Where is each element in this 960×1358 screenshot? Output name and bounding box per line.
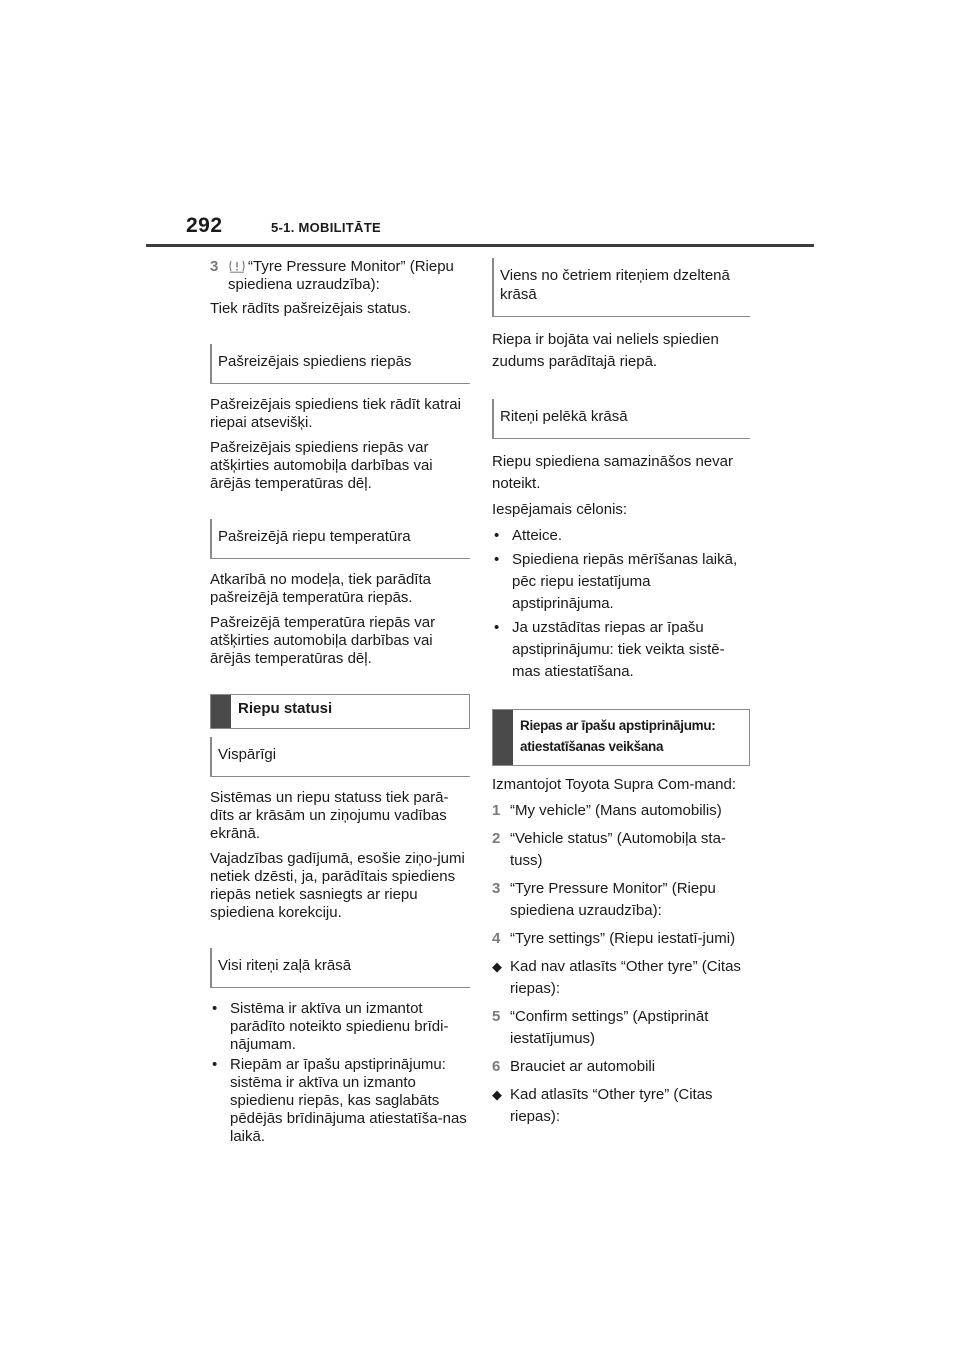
paragraph: Pašreizējais spiediens riepās var atšķirties automobiļa darbības vai ārējās temperatūras dēļ. <box>210 439 433 492</box>
list-item <box>492 617 750 683</box>
paragraph: Iespējamais cēlonis: <box>492 501 628 518</box>
step-text: “Tyre Pressure Monitor” (Riepu spiediena uzraudzība): <box>510 880 716 919</box>
subheading: Visi riteņi zaļā krāsā <box>210 948 470 988</box>
step-text: “Confirm settings” (Apstiprināt iestatījumus) <box>510 1008 709 1047</box>
paragraph: Riepu spiediena samazināšos nevar noteikt. <box>492 453 733 492</box>
paragraph: Pašreizējais spiediens tiek rādīt katrai riepai atsevišķi. <box>210 396 461 431</box>
step-text: “Vehicle status” (Automobiļa sta-tuss) <box>510 830 726 869</box>
step-text: “Tyre settings” (Riepu iestatī-jumi) <box>510 930 736 947</box>
paragraph: Riepa ir bojāta vai neliels spiedien zudums parādītajā riepā. <box>492 331 719 370</box>
bullet-glyph: • <box>494 527 500 544</box>
step-number: 3 <box>210 258 219 275</box>
step-number: 4 <box>492 930 501 947</box>
paragraph: Sistēmas un riepu statuss tiek parā-dīts ar krāsām un ziņojumu vadības ekrānā. <box>210 789 449 842</box>
right-column <box>492 258 750 1134</box>
condition-item <box>492 1084 750 1128</box>
section-heading <box>210 694 470 729</box>
subheading: Pašreizējais spiediens riepās <box>210 344 470 384</box>
step-item <box>492 828 750 872</box>
diamond-bullet-icon: ◆ <box>492 959 502 974</box>
left-column <box>210 258 470 1148</box>
section-bar <box>211 695 231 728</box>
paragraph: Atkarībā no modeļa, tiek parādīta pašreizējā temperatūra riepās. <box>210 571 431 606</box>
subheading: Vispārīgi <box>210 737 470 777</box>
step-number: 6 <box>492 1058 501 1075</box>
list-item-text: Spiediena riepās mērīšanas laikā, pēc riepu iestatījuma apstiprinājuma. <box>512 551 738 612</box>
step-item <box>492 878 750 922</box>
diamond-bullet-icon: ◆ <box>492 1087 502 1102</box>
step-text: “Tyre Pressure Monitor” (Riepu spiediena uzraudzība): <box>228 258 454 293</box>
subheading: Viens no četriem riteņiem dzeltenā krāsā <box>492 258 750 317</box>
tyre-pressure-warning-icon <box>228 259 246 273</box>
header-rule <box>146 244 814 247</box>
section-heading <box>492 709 750 766</box>
list-item-text: Riepām ar īpašu apstiprinājumu: sistēma ir aktīva un izmanto spiedienu riepās, kas saglabāts pēdējās brīdinājuma atiestatīša-nas laikā. <box>230 1056 467 1145</box>
condition-item <box>492 956 750 1000</box>
bullet-glyph: • <box>494 619 500 636</box>
step-item <box>492 1006 750 1050</box>
section-heading-label: Riepu statusi <box>238 700 333 717</box>
paragraph: Vajadzības gadījumā, esošie ziņo-jumi netiek dzēsti, ja, parādītais spiediens riepās netiek sasniegts ar riepu spiediena korekciju. <box>210 850 465 921</box>
condition-text: Kad atlasīts “Other tyre” (Citas riepas): <box>510 1086 713 1125</box>
page-number: 292 <box>186 214 223 237</box>
step-item <box>210 258 470 294</box>
subheading: Pašreizējā riepu temperatūra <box>210 519 470 559</box>
step-number: 1 <box>492 802 501 819</box>
step-text: Brauciet ar automobili <box>510 1058 656 1075</box>
list-item-text: Ja uzstādītas riepas ar īpašu apstiprinājumu: tiek veikta sistē-mas atiestatīšana. <box>512 619 725 680</box>
step-number: 2 <box>492 830 501 847</box>
bullet-glyph: • <box>212 1056 218 1073</box>
section-title: 5-1. MOBILITĀTE <box>271 220 381 235</box>
step-number: 5 <box>492 1008 501 1025</box>
step-number: 3 <box>492 880 501 897</box>
list-item <box>210 1000 470 1054</box>
list-item <box>492 525 750 547</box>
paragraph: Tiek rādīts pašreizējais status. <box>210 300 412 317</box>
step-item <box>492 928 750 950</box>
list-item-text: Sistēma ir aktīva un izmantot parādīto noteikto spiedienu brīdi-nājumam. <box>230 1000 449 1053</box>
section-bar <box>493 710 513 765</box>
subheading: Riteņi pelēkā krāsā <box>492 399 750 439</box>
bullet-glyph: • <box>494 551 500 568</box>
paragraph: Izmantojot Toyota Supra Com-mand: <box>492 776 737 793</box>
step-item <box>492 1056 750 1078</box>
step-item <box>492 800 750 822</box>
list-item <box>210 1056 470 1146</box>
section-heading-label: Riepas ar īpašu apstiprinājumu: atiestatīšanas veikšana <box>520 718 716 754</box>
list-item-text: Atteice. <box>512 527 563 544</box>
paragraph: Pašreizējā temperatūra riepās var atšķirties automobiļa darbības vai ārējās temperatūras dēļ. <box>210 614 436 667</box>
step-text: “My vehicle” (Mans automobilis) <box>510 802 722 819</box>
bullet-glyph: • <box>212 1000 218 1017</box>
condition-text: Kad nav atlasīts “Other tyre” (Citas riepas): <box>510 958 741 997</box>
list-item <box>492 549 750 615</box>
